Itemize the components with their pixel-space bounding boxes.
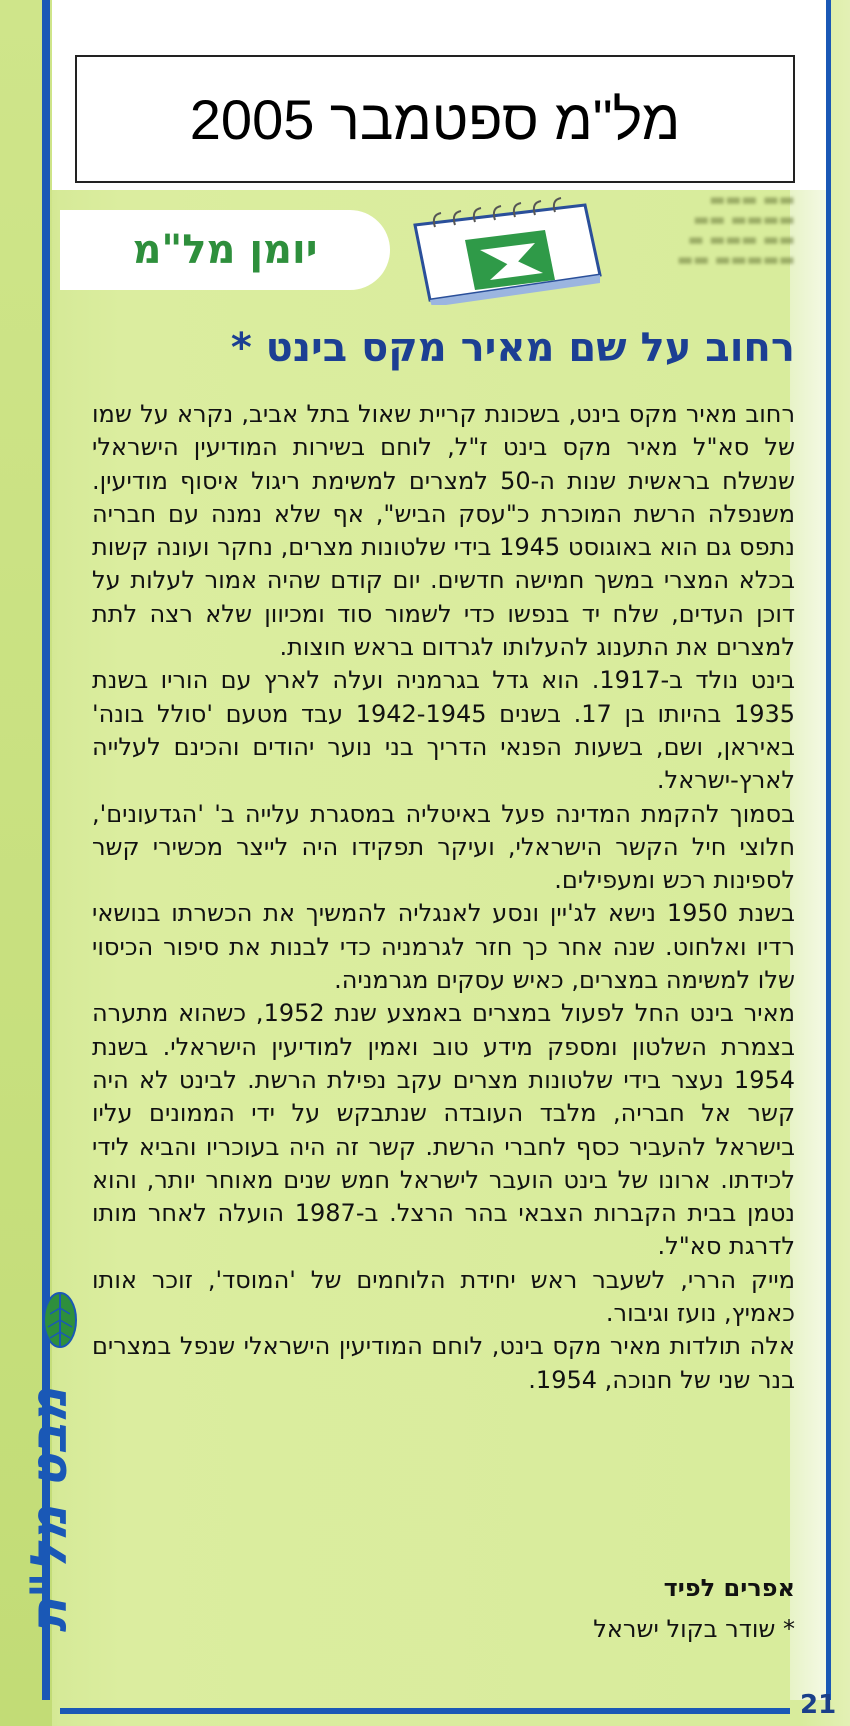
bottom-rule [60, 1708, 790, 1714]
paragraph: מייק הררי, לשעבר ראש יחידת הלוחמים של 'המוסד', זוכר אותו כאמיץ, נועז וגיבור. [92, 1265, 795, 1328]
side-logo [2, 1310, 97, 1710]
article-headline: רחוב על שם מאיר מקס בינט * [230, 325, 795, 371]
page-number: 21 [800, 1690, 837, 1720]
notebook-icon [395, 195, 605, 305]
leaf-icon [40, 1290, 80, 1350]
right-margin-strip [790, 0, 826, 1700]
paragraph: מאיר בינט החל לפעול במצרים באמצע שנת 1952, כשהוא מתערה בצמרת השלטון ומספק מידע טוב ואמין למודיעין הישראלי. בשנת 1954 נעצר בידי שלטונות מצרים עקב נפילת הרשת. לבינט לא היה קשר אל חבריה, מלבד העובדה שנתבקש על ידי הממונים עליו בישראל להעביר כסף לחברי הרשת. קשר זה היה בעוכריו והביא לידי לכידתו. ארונו של בינט הועבר לישראל חמש שנים מאוחר יותר, והוא נטמן בבית הקברות הצבאי בהר הרצל. ב-1987 הועלה לאחר מותו לדרגת סא"ל. [92, 999, 796, 1261]
footnote: * שודר בקול ישראל [593, 1615, 795, 1643]
paragraph: בינט נולד ב-1917. הוא גדל בגרמניה ועלה לארץ עם הוריו בשנת 1935 בהיותו בן 17. בשנים 1942-1945 עבד מטעם 'סולל בונה' באיראן, ושם, בשעות הפנאי הדריך בני נוער יהודים והכינם לעלייה לארץ-ישראל. [92, 666, 796, 795]
header-box [75, 55, 795, 183]
blurred-background-text: ▬▬ ▬▬▬ ▬▬▬▬ ▬▬ ▬▬ ▬▬▬ ▬ ▬▬▬▬▬ ▬▬ [677, 190, 795, 270]
section-badge-label: יומן מל"מ [132, 227, 318, 273]
paragraph: אלה תולדות מאיר מקס בינט, לוחם המודיעין הישראלי שנפל במצרים בנר שני של חנוכה, 1954. [92, 1332, 795, 1394]
paragraph: רחוב מאיר מקס בינט, בשכונת קריית שאול בתל אביב, נקרא על שמו של סא"ל מאיר מקס בינט ז"ל, לוחם בשירות המודיעין הישראלי שנשלח בראשית שנות ה-50 למצרים למשימת ריגול איסוף מודיעין. משנפלה הרשת המוכרת כ"עסק הביש", אף שלא נמנה עם חבריה נתפס גם הוא באוגוסט 1945 בידי שלטונות מצרים, נחקר ועונה קשות בכלא המצרי במשך חמישה חדשים. יום קודם שהיה אמור לעלות על דוכן העדים, שלח יד בנפשו כדי לשמור סוד ומכיוון שלא רצה לתת למצרים את התענוג להעלותו לגרדום בראש חוצות. [92, 400, 796, 662]
section-badge [60, 210, 390, 290]
paragraph: בשנת 1950 נישא לג'יין ונסע לאנגליה להמשיך את הכשרתו בנושאי רדיו ואלחוט. שנה אחר כך חזר לגרמניה כדי לבנות את סיפור הכיסוי שלו למשימה במצרים, כאיש עסקים מגרמניה. [92, 899, 796, 995]
right-border-line [826, 0, 831, 1700]
paragraph: בסמוך להקמת המדינה פעל באיטליה במסגרת עלייה ב' 'הגדעונים', חלוצי חיל הקשר הישראלי, ועיקר תפקידו היה לייצר מכשירי קשר לספינות רכש ומעפילים. [92, 799, 795, 895]
author-signature: אפרים לפיד [663, 1574, 795, 1602]
article-body [92, 398, 795, 1397]
side-logo-text: מבט מל"ת [20, 1387, 78, 1633]
header-title: מל"מ ספטמבר 2005 [189, 87, 681, 151]
